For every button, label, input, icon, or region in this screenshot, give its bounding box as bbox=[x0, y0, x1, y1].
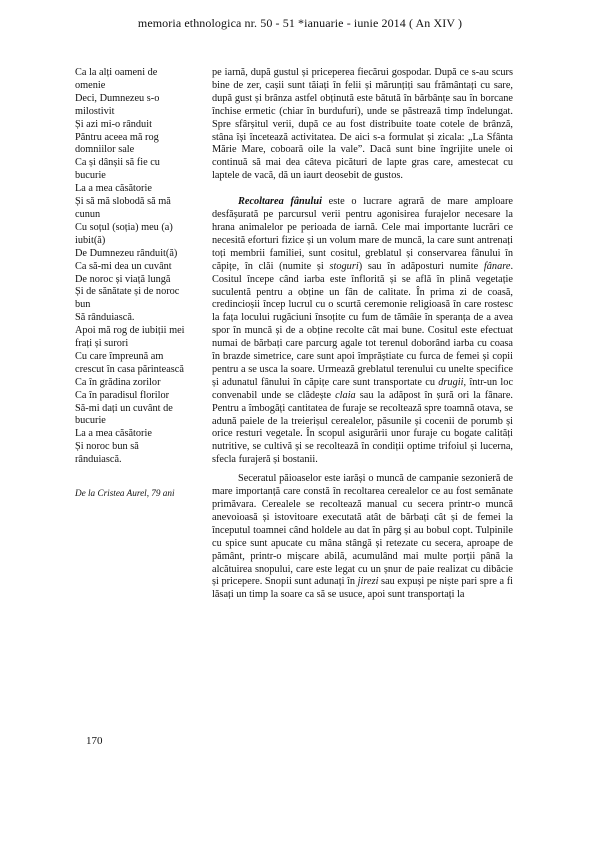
page-number: 170 bbox=[86, 735, 103, 747]
poem-column bbox=[75, 67, 197, 500]
poem-line: bun bbox=[75, 299, 91, 311]
paragraph-cereal-text-1: Seceratul păioaselor este iarăși o muncă de campanie sezonieră de mare importanță care constă în recoltarea cerealelor ce au fost semănate primăvara. Cerealele se recoltează manual cu secera printr-o muncă anevoioasă și istovitoare executată atât de bărbați cât și de femei la începutul toamnei când holdele au dat în pârg și au bobul copt. Tulpinile cu spice sunt apucate cu mâna stângă și retezate cu secera, aproape de pământ, printr-o mișcare abilă, acumulând mai multe porții până la alcătuirea snopului, care este legat cu un șnur de paie realizat cu dibăcie și pricepere. Snopii sunt adunați în bbox=[212, 473, 513, 588]
poem-line: omenie bbox=[75, 79, 106, 91]
poem-line: crescut în casa părintească bbox=[75, 363, 184, 375]
poem-line: Deci, Dumnezeu s-o bbox=[75, 92, 160, 104]
poem-line: Cu care împreună am bbox=[75, 350, 164, 362]
poem-line: Apoi mă rog de iubiții mei bbox=[75, 325, 185, 337]
poem-line: Să-mi dați un cuvânt de bbox=[75, 402, 173, 414]
poem-line: cunun bbox=[75, 208, 101, 220]
poem-line: Ca în grădina zorilor bbox=[75, 376, 161, 388]
poem-line: Și de sănătate și de noroc bbox=[75, 286, 180, 298]
poem-line: De Dumnezeu rânduit(ă) bbox=[75, 247, 178, 259]
paragraph-cereal-text-2: sau expuși pe niște pari spre a fi lăsați un timp la soare ca să se usuce, apoi sunt transportați la bbox=[212, 576, 513, 601]
paragraph-hay-text-5: sau la adăpost în șură ori la fânare. Pentru a îmbogăți cantitatea de furaje se recoltează spre toamnă otava, se adună paiele de la treierișul cerealelor, păsunile și cocenii de porumb și orice resturi vegetale. În scopul asigurării unor furaje cu bogate calități nutritive, se cultivă și se recoltează în condiții optime trifoiul și lucerna, sfecla furajeră și bostanii. bbox=[212, 389, 513, 466]
term-jirezi: jirezi bbox=[357, 576, 379, 588]
section-title-hay-harvest: Recoltarea fânului bbox=[238, 196, 322, 208]
poem-line: domniilor sale bbox=[75, 144, 135, 156]
paragraph-hay-text-4: , într-un loc convenabil unde se clădește bbox=[212, 376, 514, 401]
poem-line: Să rânduiască. bbox=[75, 312, 135, 324]
paragraph-hay-harvest bbox=[212, 196, 513, 467]
poem-line: Păntru aceea mă rog bbox=[75, 131, 159, 143]
poem-line: Ca la alți oameni de bbox=[75, 67, 158, 78]
poem-credit: De la Cristea Aurel, 79 ani bbox=[75, 488, 175, 499]
poem-line: Cu soțul (soția) meu (a) bbox=[75, 221, 173, 233]
article-column bbox=[212, 67, 513, 602]
poem-line: Și să mă slobodă să mă bbox=[75, 196, 171, 208]
running-header: memoria ethnologica nr. 50 - 51 *ianuarie - iunie 2014 ( An XIV ) bbox=[137, 16, 463, 30]
poem-line: Și azi mi-o rânduit bbox=[75, 118, 152, 130]
poem-line: Și noroc bun să bbox=[75, 441, 139, 453]
paragraph-hay-text-2: ) sau în adăposturi numite bbox=[358, 260, 484, 272]
paragraph-cheese-making bbox=[212, 67, 513, 183]
poem-line: La a mea căsătorie bbox=[75, 428, 152, 440]
poem-line: Ca și dânșii să fie cu bbox=[75, 157, 160, 169]
term-drugii: drugii bbox=[438, 376, 464, 388]
paragraph-cheese-making-text: pe iarnă, după gustul și priceperea fiecărui gospodar. După ce s-au scurs bine de zer, cașii sunt tăiați în felii și mărunțiți sau frământați cu sare, după gust și brânza astfel obținută este bătută în bărbânțe sau în borcane închise ermetic (chiar în burdufuri), unde se păstrează timp îndelungat. Spre sfârșitul verii, după ce au fost distribuite toate cotele de brânză, stâna își încetează activitatea. De aici s-a formulat și zicala: „La Sfânta Mărie Mare, coboară oile la vale”. Dacă sunt bine îngrijite unele oi continuă să mai dea câteva picături de lapte gras care, amestecat cu laptele de vacă, dă un iaurt deosebit de gustos. bbox=[212, 67, 513, 182]
poem-line: iubit(ă) bbox=[75, 234, 106, 246]
poem-line: bucurie bbox=[75, 170, 106, 182]
poem-line: frați și surori bbox=[75, 338, 129, 350]
poem-line: Ca să-mi dea un cuvânt bbox=[75, 260, 172, 272]
poem-lines bbox=[75, 67, 197, 467]
poem-line: Ca în paradisul florilor bbox=[75, 389, 170, 401]
term-claia: claia bbox=[335, 389, 356, 401]
poem-line: De noroc și viață lungă bbox=[75, 273, 171, 285]
paragraph-hay-text-1: este o lucrare agrară de mare amploare desfășurată pe parcursul verii pentru agonisirea furajelor necesare la hrana animalelor pe perioada de iarnă. Cele mai importante lucrări ce necesită eforturi fizice și un volum mare de muncă, la care sunt antrenați toți membrii familiei, sunt cositul, greblatul și conservarea fânului în căpițe, în clăi (numite și bbox=[212, 196, 513, 272]
poem-line: milostivit bbox=[75, 105, 115, 117]
poem-line: La a mea căsătorie bbox=[75, 183, 152, 195]
paragraph-cereal-harvest bbox=[212, 473, 513, 602]
term-stoguri: stoguri bbox=[329, 260, 359, 272]
poem-line: rânduiască. bbox=[75, 454, 122, 466]
poem-line: bucurie bbox=[75, 415, 106, 427]
term-fanare: fânare bbox=[483, 260, 511, 272]
paragraph-hay-text-3: . Cositul începe când iarba este înflorită și se află în plină vegetație suculentă pentru a obține un fân de calitate. În prima zi de coasă, credincioșii încep lucrul cu o scurtă ceremonie religioasă în care rostesc la fața locului rugăciuni însoțite cu fum de tămâie în speranța de a avea spor în muncă și de a obține recolte cât mai bune. Cositul este efectuat numai de bărbați care parcurg agale tot terenul doborând iarba cu coasa în brazde simetrice, care sunt apoi împrăștiate cu furca de femei și copii pentru a se usca la soare. Urmează greblatul terenului cu unelte specifice și adunatul fânului în căpițe care sunt transportate cu bbox=[212, 260, 514, 388]
